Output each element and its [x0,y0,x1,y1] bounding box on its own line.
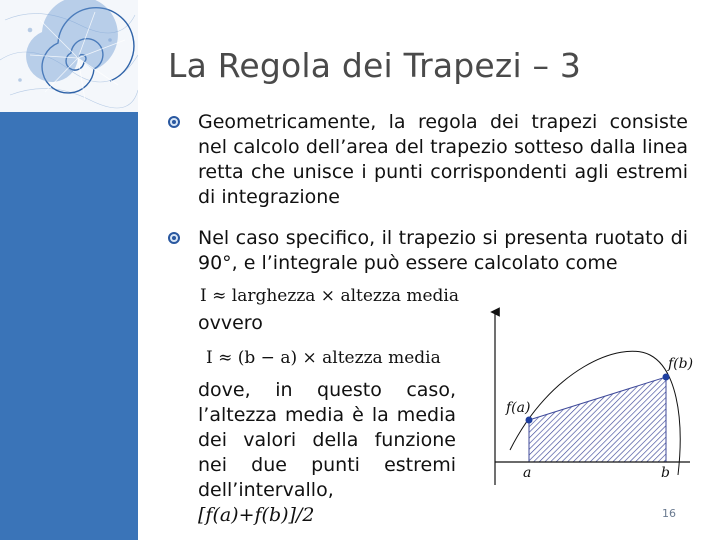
formula-b-minus-a: I ≈ (b − a) × altezza media [206,348,441,368]
rotated-trapezoid-graph [480,300,710,530]
decorative-side-panel [0,0,138,540]
average-height-expression: [f(a)+f(b)]/2 [198,504,315,526]
bullet-1 [168,110,688,210]
bullet-1-text: Geometricamente, la regola dei trapezi consiste nel calcolo dell’area del trapezio sotteso dalla linea retta che unisce i punti corrispondenti agli estremi di integrazione [198,111,688,208]
bullet-2 [168,226,688,276]
bullet-2-text: Nel caso specifico, il trapezio si presenta ruotato di 90°, e l’integrale può essere calcolato come [198,227,688,274]
ovvero-label: ovvero [198,312,263,334]
formula-width-times-height: I ≈ larghezza × altezza media [200,286,460,306]
explanation-text: dove, in questo caso, l’altezza media è la media dei valori della funzione nei due punti estremi dell’intervallo, [198,379,456,501]
bullet-icon [168,232,180,244]
slide-title: La Regola dei Trapezi – 3 [168,46,582,85]
nautilus-shell-image [0,0,138,112]
label-a: a [523,465,532,481]
side-accent-bar [0,112,138,540]
point-fb [663,374,670,381]
trapezoid-area [529,377,666,462]
label-fa: f(a) [506,400,531,416]
explanation-paragraph [198,378,456,528]
point-fa [526,417,533,424]
label-fb: f(b) [668,356,694,372]
bullet-icon [168,116,180,128]
page-number: 16 [662,507,676,520]
label-b: b [661,465,670,481]
